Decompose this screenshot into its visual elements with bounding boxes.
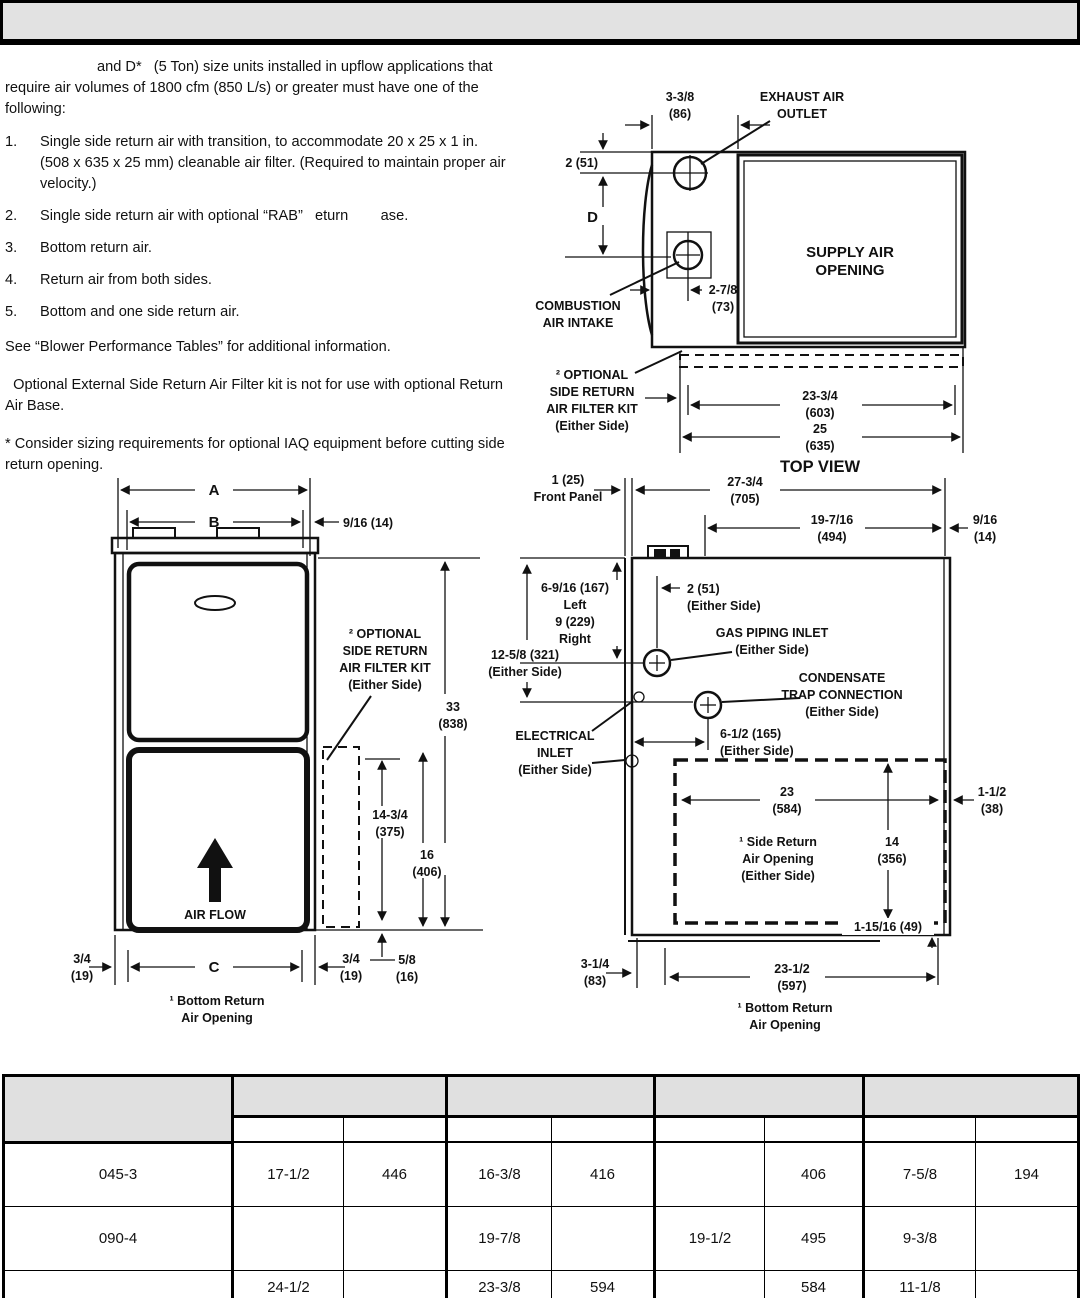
bottom-return-label: Air Opening <box>181 1011 253 1025</box>
dim-label: 16 <box>420 848 434 862</box>
side-filter-rack-dashed <box>323 747 359 927</box>
dim-label: (19) <box>70 969 94 983</box>
condensate-trap-label: (Either Side) <box>805 705 879 719</box>
sub-header <box>976 1117 1079 1143</box>
top-view-labels <box>535 90 894 476</box>
upper-door <box>129 564 307 740</box>
exhaust-air-outlet-label: EXHAUST AIR <box>759 90 845 104</box>
group-header <box>447 1076 655 1117</box>
dim-label: 6-9/16 (167) <box>540 581 610 595</box>
filter-kit-dashed-outline <box>680 355 963 367</box>
dim-cell <box>344 1206 447 1270</box>
see-note: See “Blower Performance Tables” for additional information. <box>5 339 391 355</box>
combustion-air-intake-label: AIR INTAKE <box>542 316 614 330</box>
list-item-text: Bottom and one side return air. <box>40 304 240 320</box>
filter-kit-note: Optional External Side Return Air Filter kit is not for use with optional Return Air Base. <box>5 377 507 414</box>
dim-label: 19-7/16 <box>810 513 854 527</box>
dim-label: (Either Side) <box>488 665 562 679</box>
bottom-return-label: ¹ Bottom Return <box>737 1001 833 1015</box>
air-flow-arrow-icon <box>197 838 233 902</box>
electrical-inlet-label: ELECTRICAL <box>515 729 595 743</box>
sub-header <box>864 1117 976 1143</box>
sub-header <box>344 1117 447 1143</box>
exhaust-air-outlet-label: OUTLET <box>777 107 827 121</box>
optional-filter-kit-label: AIR FILTER KIT <box>339 661 431 675</box>
condensate-trap-label: CONDENSATE <box>798 671 886 685</box>
dim-label: 1-15/16 (49) <box>853 920 923 934</box>
dim-cell: 24-1/2 <box>233 1270 344 1298</box>
list-item-text: Return air from both sides. <box>40 272 212 288</box>
lower-door <box>129 750 307 930</box>
dim-label: 9/16 (14) <box>343 516 394 530</box>
gas-piping-inlet-label: GAS PIPING INLET <box>715 626 829 640</box>
dim-label: 9/16 <box>972 513 998 527</box>
page-title-bar <box>0 0 1080 45</box>
dim-label-a: A <box>208 482 220 499</box>
optional-filter-kit-label: (Either Side) <box>555 419 629 433</box>
dim-label: 2 (51) <box>565 156 598 170</box>
dim-cell: 9-3/8 <box>864 1206 976 1270</box>
dim-label: 23-1/2 <box>774 962 810 976</box>
dim-cell <box>976 1206 1079 1270</box>
dim-cell <box>552 1206 655 1270</box>
dim-label-c: C <box>208 959 220 976</box>
gas-piping-inlet-label: (Either Side) <box>735 643 809 657</box>
bottom-return-label: Air Opening <box>749 1018 821 1032</box>
dim-label: 12-5/8 (321) <box>490 648 560 662</box>
dim-cell: 23-3/8 <box>447 1270 552 1298</box>
dim-label: 1-1/2 <box>977 785 1007 799</box>
body-text <box>5 57 510 476</box>
dim-label: 23-3/4 <box>802 389 838 403</box>
sub-header <box>765 1117 864 1143</box>
sub-header <box>447 1117 552 1143</box>
side-view-diagram <box>480 470 1080 1030</box>
dim-label: 14 <box>885 835 899 849</box>
dim-label: 6-1/2 (165) <box>720 727 782 741</box>
optional-filter-kit-label: ² OPTIONAL <box>348 627 422 641</box>
dim-label-d: D <box>587 209 598 226</box>
intro-paragraph: and D* (5 Ton) size units installed in upflow applications that require air volumes of 1800 cfm (850 L/s) or greater must have one of the following: <box>5 59 497 117</box>
side-return-label: (Either Side) <box>741 869 815 883</box>
dim-label: 33 <box>446 700 460 714</box>
dim-label: 23 <box>780 785 794 799</box>
dimensions-table <box>2 1074 1080 1298</box>
dim-label: 14-3/4 <box>372 808 408 822</box>
supply-air-opening-label: OPENING <box>815 262 885 279</box>
table-row <box>4 1142 1079 1206</box>
supply-air-opening-label: SUPPLY AIR <box>806 244 894 261</box>
model-column-header <box>4 1076 233 1143</box>
dim-label: (603) <box>805 406 835 420</box>
dim-label: 3/4 <box>73 952 91 966</box>
list-number: 2. <box>5 208 18 224</box>
top-view-diagram <box>530 85 1080 475</box>
dim-label: 3-3/8 <box>665 90 695 104</box>
optional-filter-kit-label: SIDE RETURN <box>549 385 635 399</box>
dim-cell: 17-1/2 <box>233 1142 344 1206</box>
dim-label: (Either Side) <box>720 744 794 758</box>
table-row <box>4 1206 1079 1270</box>
electrical-inlet-icon <box>634 692 644 702</box>
list-item <box>5 132 510 195</box>
bottom-return-label: ¹ Bottom Return <box>169 994 265 1008</box>
dim-cell <box>344 1270 447 1298</box>
front-view-diagram <box>55 470 485 1028</box>
dim-cell: 19-1/2 <box>655 1206 765 1270</box>
dim-label: 2 (51) <box>687 582 720 596</box>
optional-filter-kit-label: SIDE RETURN <box>342 644 428 658</box>
list-item <box>5 206 510 227</box>
dim-label: Right <box>559 632 591 646</box>
model-cell: 090-4 <box>4 1206 233 1270</box>
list-item-text: Single side return air with optional “RAB” eturn ase. <box>40 208 409 224</box>
list-item <box>5 302 510 323</box>
dim-label: (635) <box>805 439 835 453</box>
dim-cell: 16-3/8 <box>447 1142 552 1206</box>
front-view-cabinet <box>112 528 359 930</box>
group-header <box>655 1076 864 1117</box>
optional-filter-kit-label: AIR FILTER KIT <box>546 402 638 416</box>
dim-cell: 584 <box>765 1270 864 1298</box>
dim-cell: 194 <box>976 1142 1079 1206</box>
dim-cell <box>976 1270 1079 1298</box>
dim-cell <box>655 1270 765 1298</box>
dim-label: 9 (229) <box>555 615 595 629</box>
front-panel-label: Front Panel <box>533 490 603 504</box>
list-number: 5. <box>5 304 18 320</box>
dim-cell: 495 <box>765 1206 864 1270</box>
dim-label: 2-7/8 <box>708 283 738 297</box>
list-number: 4. <box>5 272 18 288</box>
group-header <box>864 1076 1079 1117</box>
dim-label-b: B <box>208 514 220 531</box>
dim-cell: 594 <box>552 1270 655 1298</box>
list-item-text: Bottom return air. <box>40 240 152 256</box>
list-number: 1. <box>5 134 18 150</box>
top-view-caption: TOP VIEW <box>779 458 861 476</box>
sub-header <box>552 1117 655 1143</box>
dim-label: (86) <box>668 107 692 121</box>
optional-filter-kit-label: ² OPTIONAL <box>555 368 629 382</box>
front-panel-label: 1 (25) <box>551 473 585 487</box>
dim-label: (406) <box>412 865 442 879</box>
dim-cell: 11-1/8 <box>864 1270 976 1298</box>
dim-cell: 7-5/8 <box>864 1142 976 1206</box>
dim-cell <box>233 1206 344 1270</box>
door-handle <box>195 596 235 610</box>
dim-label: 25 <box>813 422 827 436</box>
list-item-text: Single side return air with transition, to accommodate 20 x 25 x 1 in. (508 x 635 x 25 mm) cleanable air filter. (Required to maintain proper air velocity.) <box>40 134 510 192</box>
table-row <box>4 1270 1079 1298</box>
dim-cell: 19-7/8 <box>447 1206 552 1270</box>
dim-label: (73) <box>711 300 735 314</box>
dim-label: (375) <box>375 825 405 839</box>
dim-label: (14) <box>973 530 997 544</box>
electrical-inlet-label: (Either Side) <box>518 763 592 777</box>
dim-label: (838) <box>438 717 468 731</box>
dim-cell: 406 <box>765 1142 864 1206</box>
table-group-header-row <box>4 1076 1079 1117</box>
list-number: 3. <box>5 240 18 256</box>
dim-label: (16) <box>395 970 419 984</box>
dim-label: Left <box>563 598 587 612</box>
dim-label: (356) <box>877 852 907 866</box>
combustion-air-intake-label: COMBUSTION <box>535 299 621 313</box>
group-header <box>233 1076 447 1117</box>
dim-label: 27-3/4 <box>727 475 763 489</box>
dim-label: (38) <box>980 802 1004 816</box>
model-cell: 045-3 <box>4 1142 233 1206</box>
electrical-inlet-label: INLET <box>536 746 574 760</box>
dim-label: 3-1/4 <box>580 957 610 971</box>
top-view-unit-outline <box>643 152 965 367</box>
air-flow-label: AIR FLOW <box>184 908 246 922</box>
dim-label: (83) <box>583 974 607 988</box>
model-cell <box>4 1270 233 1298</box>
condensate-trap-label: TRAP CONNECTION <box>781 688 903 702</box>
list-item <box>5 270 510 291</box>
dim-cell: 446 <box>344 1142 447 1206</box>
dim-cell <box>655 1142 765 1206</box>
side-return-label: Air Opening <box>742 852 814 866</box>
dim-label: (584) <box>772 802 802 816</box>
asterisk-note: * Consider sizing requirements for optional IAQ equipment before cutting side return opening. <box>5 436 509 473</box>
dim-label: (Either Side) <box>687 599 761 613</box>
dim-label: 3/4 <box>342 952 360 966</box>
dim-cell: 416 <box>552 1142 655 1206</box>
sub-header <box>233 1117 344 1143</box>
side-return-label: ¹ Side Return <box>739 835 817 849</box>
list-item <box>5 238 510 259</box>
dim-label: 5/8 <box>398 953 416 967</box>
optional-filter-kit-label: (Either Side) <box>348 678 422 692</box>
dim-label: (19) <box>339 969 363 983</box>
sub-header <box>655 1117 765 1143</box>
dim-label: (494) <box>817 530 847 544</box>
dim-label: (705) <box>730 492 760 506</box>
dim-label: (597) <box>777 979 807 993</box>
